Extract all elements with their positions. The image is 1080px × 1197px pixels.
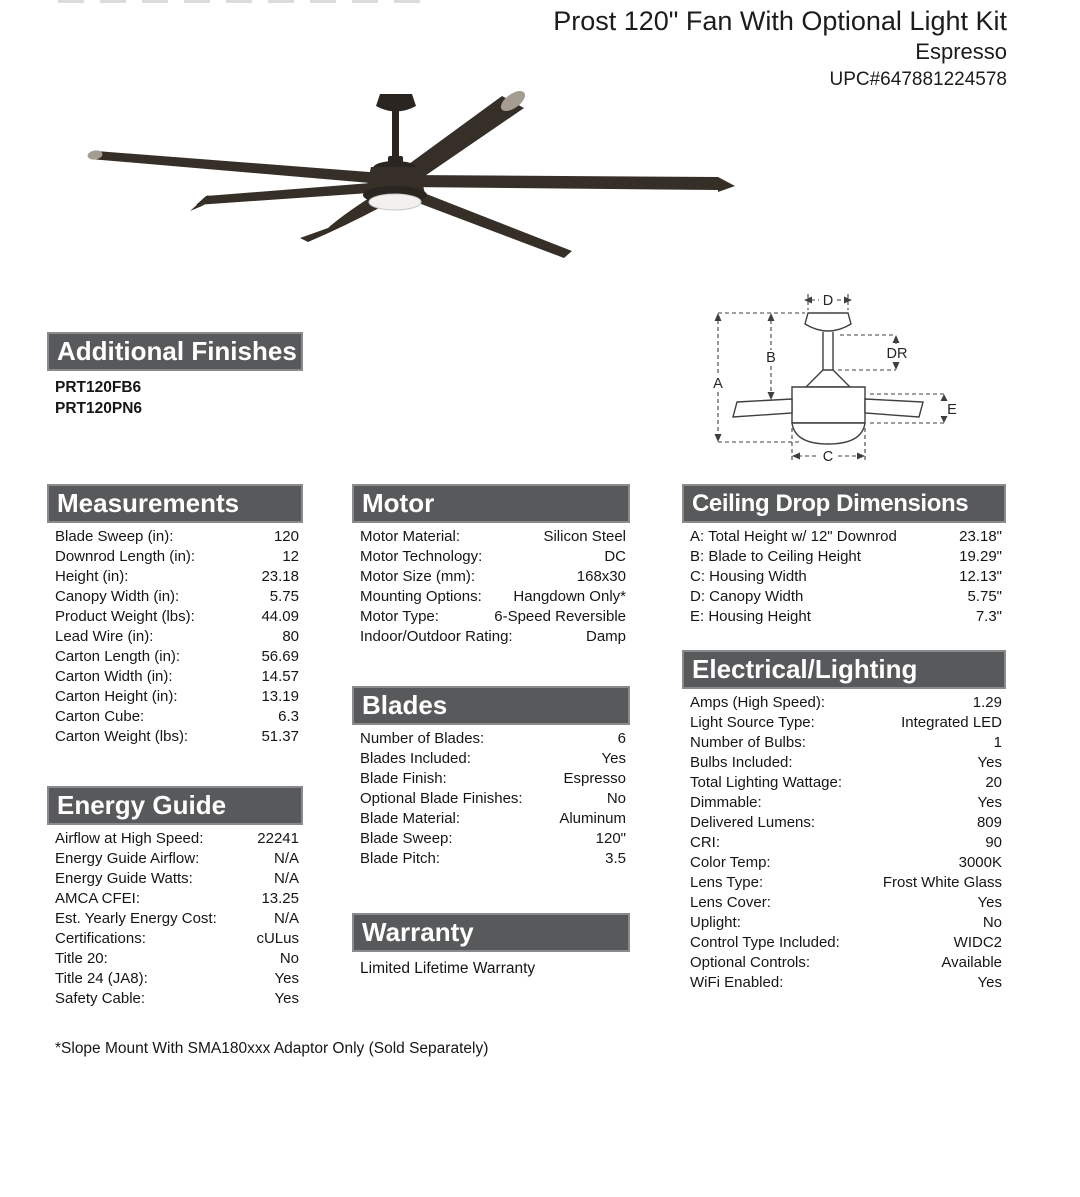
spec-row [682,548,1006,568]
spec-value: Yes [977,794,1002,811]
spec-value: WIDC2 [953,934,1002,951]
spec-value: 120" [595,830,626,847]
spec-value: No [606,790,626,807]
warranty-header [352,913,630,952]
diagram-fan-outline [733,313,923,444]
spec-value: DC [604,548,626,565]
spec-label: Motor Type: [360,608,439,625]
spec-value: 1.29 [972,694,1002,711]
spec-row [352,850,630,870]
spec-label: Amps (High Speed): [690,694,826,711]
spec-value: 12.13" [959,568,1002,585]
spec-row [47,568,303,588]
spec-label: Blades Included: [360,750,471,767]
spec-row [47,830,303,850]
spec-row [682,734,1006,754]
spec-value: No [982,914,1002,931]
blades-title: Blades [362,690,448,720]
spec-label: Motor Material: [360,528,461,545]
spec-label: Carton Cube: [55,708,145,725]
spec-value: Damp [585,628,626,645]
electrical-title: Electrical/Lighting [692,654,918,684]
spec-label: Indoor/Outdoor Rating: [360,628,513,645]
motor-header [352,484,630,523]
spec-row [682,794,1006,814]
spec-label: Blade Sweep: [360,830,453,847]
spec-row [47,950,303,970]
spec-value: Hangdown Only* [513,588,626,605]
ceiling-drop-rows [682,528,1006,628]
spec-label: Total Lighting Wattage: [690,774,843,791]
spec-row [47,970,303,990]
spec-value: Aluminum [559,810,626,827]
spec-value: Available [941,954,1002,971]
diagram-label-dr: DR [886,346,908,362]
spec-row [47,608,303,628]
spec-value: 19.29" [959,548,1002,565]
spec-label: B: Blade to Ceiling Height [690,548,861,565]
measurements-rows [47,528,303,748]
spec-label: Dimmable: [690,794,762,811]
additional-finishes-title: Additional Finishes [57,336,297,366]
spec-value: Yes [977,974,1002,991]
spec-label: Number of Blades: [360,730,485,747]
spec-label: Energy Guide Watts: [55,870,193,887]
spec-label: Delivered Lumens: [690,814,816,831]
additional-finishes-header [47,332,303,371]
spec-value: 3.5 [605,850,626,867]
spec-label: Color Temp: [690,854,771,871]
spec-label: Energy Guide Airflow: [55,850,200,867]
section-motor [352,484,630,648]
spec-value: N/A [273,870,299,887]
spec-value: 20 [985,774,1002,791]
section-energy-guide [47,786,303,1010]
spec-row [352,528,630,548]
spec-label: C: Housing Width [690,568,807,585]
spec-value: 14.57 [261,668,299,685]
spec-row [352,750,630,770]
spec-row [682,974,1006,994]
spec-value: 1 [993,734,1002,751]
product-finish: Espresso [915,39,1007,64]
spec-value: 80 [282,628,299,645]
spec-row [682,588,1006,608]
diagram-dimension-d [804,293,852,310]
spec-row [682,568,1006,588]
spec-row [47,910,303,930]
spec-label: Mounting Options: [360,588,482,605]
spec-row [682,774,1006,794]
spec-label: Blade Material: [360,810,461,827]
spec-row [682,834,1006,854]
spec-label: Downrod Length (in): [55,548,196,565]
spec-value: 6.3 [278,708,299,725]
spec-value: Espresso [563,770,626,787]
spec-row [47,850,303,870]
spec-value: Yes [977,754,1002,771]
motor-title: Motor [362,488,435,518]
spec-label: Motor Technology: [360,548,483,565]
spec-row [47,728,303,748]
diagram-label-b: B [766,350,776,366]
spec-value: 3000K [958,854,1002,871]
energy-guide-header [47,786,303,825]
spec-row [47,628,303,648]
spec-value: Yes [274,990,299,1007]
diagram-label-d: D [822,293,834,309]
spec-row [352,770,630,790]
spec-label: Airflow at High Speed: [55,830,204,847]
diagram-dimension-b [766,313,776,400]
spec-row [682,914,1006,934]
spec-row [47,990,303,1010]
spec-label: Blade Finish: [360,770,447,787]
spec-value: Yes [977,894,1002,911]
spec-label: Carton Length (in): [55,648,181,665]
product-title: Prost 120" Fan With Optional Light Kit [553,6,1007,36]
page-header [553,5,1007,91]
spec-value: 7.3" [975,608,1002,625]
electrical-rows [682,694,1006,994]
clipped-logo-strip [58,0,430,3]
spec-row [682,814,1006,834]
spec-label: Motor Size (mm): [360,568,476,585]
spec-value: Yes [601,750,626,767]
spec-value: No [279,950,299,967]
spec-label: Lens Cover: [690,894,771,911]
section-ceiling-drop [682,484,1006,628]
spec-value: Integrated LED [901,714,1002,731]
ceiling-drop-diagram [690,280,1020,470]
spec-row [47,688,303,708]
spec-label: Light Source Type: [690,714,815,731]
energy-guide-title: Energy Guide [57,790,227,820]
spec-label: Blade Sweep (in): [55,528,174,545]
fan-canopy [376,94,416,165]
spec-label: Uplight: [690,914,741,931]
spec-row [352,608,630,628]
spec-row [47,548,303,568]
spec-label: Number of Bulbs: [690,734,806,751]
spec-label: Lead Wire (in): [55,628,154,645]
spec-value: Yes [274,970,299,987]
spec-row [47,708,303,728]
finish-list [47,377,303,419]
section-measurements [47,484,303,748]
spec-label: Carton Height (in): [55,688,178,705]
spec-label: WiFi Enabled: [690,974,784,991]
spec-label: CRI: [690,834,720,851]
spec-value: 168x30 [576,568,626,585]
spec-row [352,830,630,850]
spec-label: Certifications: [55,930,146,947]
spec-row [352,790,630,810]
spec-row [352,810,630,830]
spec-label: Product Weight (lbs): [55,608,195,625]
spec-label: Optional Controls: [690,954,811,971]
measurements-header [47,484,303,523]
spec-row [47,930,303,950]
spec-row [682,528,1006,548]
spec-row [682,954,1006,974]
spec-value: 120 [273,528,299,545]
spec-row [682,934,1006,954]
spec-row [47,668,303,688]
energy-guide-rows [47,830,303,1010]
spec-row [47,870,303,890]
electrical-header [682,650,1006,689]
fan-motor-housing [363,161,427,210]
spec-label: AMCA CFEI: [55,890,141,907]
section-warranty [352,913,630,978]
finish-item: PRT120PN6 [55,400,143,417]
spec-row [682,754,1006,774]
diagram-label-e: E [947,402,957,418]
spec-value: 809 [976,814,1002,831]
spec-value: Frost White Glass [882,874,1002,891]
spec-label: Control Type Included: [690,934,840,951]
spec-row [682,874,1006,894]
spec-value: 22241 [257,830,299,847]
fan-light-lens [369,194,421,210]
spec-value: 13.19 [261,688,299,705]
spec-value: cULus [256,930,299,947]
diagram-label-a: A [713,376,723,392]
spec-value: 6 [617,730,626,747]
spec-label: Lens Type: [690,874,764,891]
spec-label: Carton Weight (lbs): [55,728,189,745]
spec-value: Silicon Steel [543,528,626,545]
section-additional-finishes [47,332,303,419]
spec-row [352,730,630,750]
blades-rows [352,730,630,870]
measurements-title: Measurements [57,488,240,518]
spec-value: 23.18" [959,528,1002,545]
warranty-text: Limited Lifetime Warranty [360,960,536,977]
spec-label: Blade Pitch: [360,850,441,867]
spec-row [352,548,630,568]
spec-row [47,648,303,668]
spec-value: 90 [985,834,1002,851]
spec-row [682,694,1006,714]
spec-value: 6-Speed Reversible [494,608,626,625]
spec-row [682,894,1006,914]
spec-row [47,588,303,608]
warranty-title: Warranty [362,917,474,947]
spec-label: Title 24 (JA8): [55,970,148,987]
ceiling-drop-title: Ceiling Drop Dimensions [692,490,969,517]
spec-value: 5.75" [967,588,1002,605]
spec-value: 23.18 [261,568,299,585]
spec-row [47,528,303,548]
product-upc: UPC#647881224578 [829,69,1007,90]
footnote: *Slope Mount With SMA180xxx Adaptor Only (Sold Separately) [55,1040,489,1057]
spec-row [47,890,303,910]
diagram-label-c: C [822,449,834,465]
finish-item: PRT120FB6 [55,379,142,396]
spec-value: N/A [273,910,299,927]
spec-value: 56.69 [261,648,299,665]
spec-value: N/A [273,850,299,867]
spec-label: Bulbs Included: [690,754,793,771]
spec-label: D: Canopy Width [690,588,804,605]
fan-product-image [50,80,760,265]
diagram-dimension-dr [838,335,907,370]
motor-rows [352,528,630,648]
spec-label: Height (in): [55,568,129,585]
spec-label: Est. Yearly Energy Cost: [55,910,217,927]
spec-label: E: Housing Height [690,608,811,625]
spec-label: Title 20: [55,950,108,967]
diagram-dimension-a [713,313,805,442]
spec-label: Safety Cable: [55,990,146,1007]
spec-label: Carton Width (in): [55,668,173,685]
spec-row [352,588,630,608]
spec-value: 12 [282,548,299,565]
section-electrical [682,650,1006,994]
ceiling-drop-header [682,484,1006,523]
spec-row [352,568,630,588]
spec-value: 51.37 [261,728,299,745]
spec-value: 5.75 [269,588,299,605]
spec-value: 13.25 [261,890,299,907]
spec-row [352,628,630,648]
spec-row [682,854,1006,874]
spec-row [682,608,1006,628]
spec-label: Canopy Width (in): [55,588,180,605]
spec-value: 44.09 [261,608,299,625]
spec-label: A: Total Height w/ 12" Downrod [690,528,897,545]
section-blades [352,686,630,870]
spec-label: Optional Blade Finishes: [360,790,523,807]
spec-row [682,714,1006,734]
blades-header [352,686,630,725]
